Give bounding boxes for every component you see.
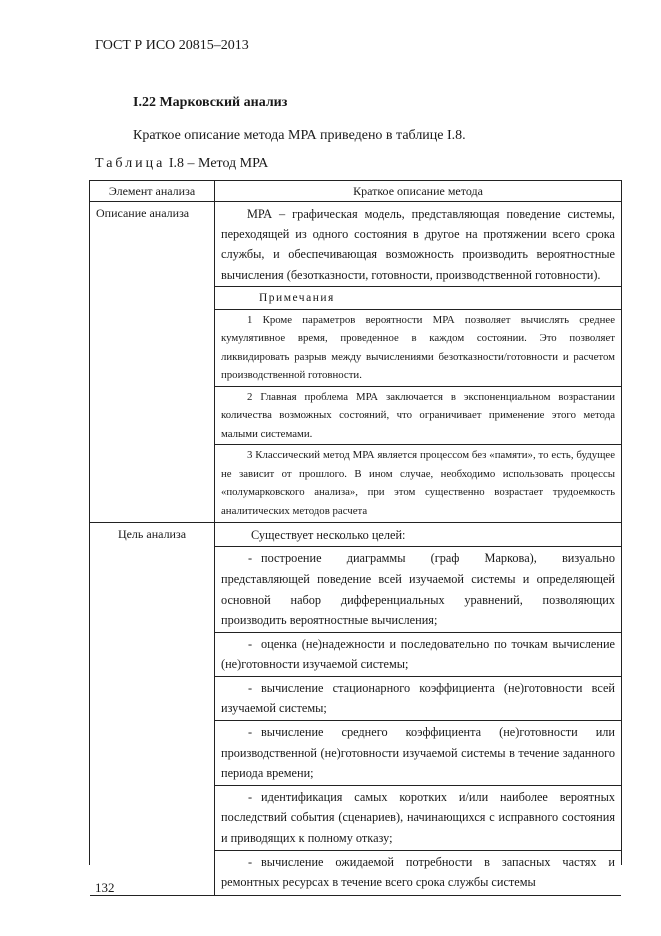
column-header-element: Элемент анализа (90, 181, 215, 202)
note-item: 2 Главная проблема МРА заключается в экспоненциальном возрастании количества возможных состояний, что ограничивает применение этого метода малыми системами. (221, 390, 615, 440)
table-row (90, 523, 621, 896)
row-label-cell (90, 202, 215, 523)
dash-bullet: - (247, 725, 253, 740)
notes-divider (215, 386, 621, 387)
note-item: 1 Кроме параметров вероятности МРА позволяет вычислять среднее кумулятивное время, проведенное в каждом состоянии. Это позволяет ликвидировать разрыв между вычислениями безотказности/готовности и расчетом производственной готовности. (221, 313, 615, 382)
list-item (221, 787, 615, 849)
list-item-text: оценка (не)надежности и последовательно по точкам вычисление (не)готовности изучаемой системы; (221, 636, 615, 672)
dash-bullet: - (247, 789, 253, 804)
list-item (221, 852, 615, 893)
list-item (221, 722, 615, 784)
dash-bullet: - (247, 854, 253, 869)
dash-bullet: - (247, 636, 253, 651)
list-divider (215, 676, 621, 677)
row-content-cell (215, 523, 622, 896)
list-divider (215, 632, 621, 633)
list-item (221, 678, 615, 719)
list-item-text: вычисление среднего коэффициента (не)готовности или производственной (не)готовности изучаемой системы в течение заданного периода времени; (221, 725, 615, 781)
list-divider (215, 720, 621, 721)
notes-divider (215, 309, 621, 310)
table-caption (95, 156, 268, 172)
row-label-description: Описание анализа (96, 206, 190, 220)
purpose-lead: Существует несколько целей: (251, 528, 406, 543)
list-item-text: построение диаграммы (граф Маркова), визуально представляющей поведение всей изучаемой системы и определяющей основной набор дифференциальных уравнений, позволяющих производить вероятностные вычисления; (221, 551, 615, 628)
notes-title: Примечания (259, 291, 335, 304)
column-header-description: Краткое описание метода (215, 181, 622, 202)
section-title: I.22 Марковский анализ (133, 95, 288, 110)
row-content-cell (215, 202, 622, 523)
list-item (221, 634, 615, 675)
list-item-text: вычисление стационарного коэффициента (не)готовности всей изучаемой системы; (221, 680, 615, 716)
description-paragraph: МРА – графическая модель, представляющая поведение системы, переходящей из одного состояния в другое на протяжении всего срока службы, и обеспечивающая возможность производить вероятностные вычисления (безотказности, готовности, производственной готовности). (221, 207, 615, 282)
table-row (90, 202, 621, 523)
notes-divider (215, 286, 621, 287)
row-label-purpose: Цель анализа (117, 527, 187, 542)
caption-word: Таблица (95, 156, 166, 171)
list-item-text: вычисление ожидаемой потребности в запасных частях и ремонтных ресурсах в течение всего срока службы системы (221, 854, 615, 890)
table-header-row (90, 181, 621, 202)
list-item-text: идентификация самых коротких и/или наиболее вероятных последствий события (сценариев), начинающихся с исправного состояния и приводящих к полному отказу; (221, 789, 615, 846)
page-number: 132 (95, 880, 115, 895)
intro-paragraph: Краткое описание метода МРА приведено в таблице I.8. (133, 128, 466, 143)
list-divider (215, 785, 621, 786)
note-item: 3 Классический метод МРА является процессом без «памяти», то есть, будущее не зависит от прошлого. В ином случае, необходимо использовать процессы «полумарковского анализа», при этом существенно возрастает трудоемкость аналитических методов расчета (221, 449, 615, 517)
caption-text: I.8 – Метод МРА (168, 156, 269, 171)
list-divider (215, 546, 621, 547)
dash-bullet: - (247, 551, 253, 566)
dash-bullet: - (247, 680, 253, 695)
row-label-cell (90, 523, 215, 896)
document-header: ГОСТ Р ИСО 20815–2013 (95, 38, 249, 53)
list-divider (215, 850, 621, 851)
list-item (221, 548, 615, 630)
notes-divider (215, 444, 621, 445)
